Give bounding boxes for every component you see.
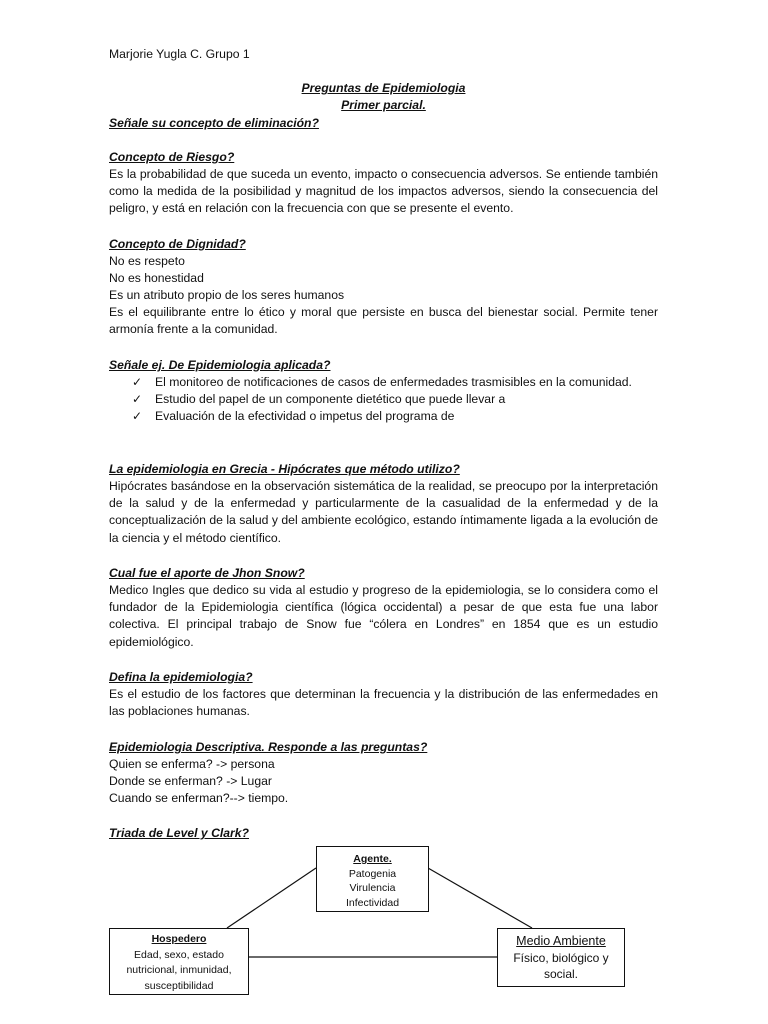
list-item-text: Estudio del papel de un componente dietético que puede llevar a <box>155 392 506 407</box>
document-title: Preguntas de Epidemiologia <box>301 81 466 95</box>
descriptiva-line: Cuando se enferman?--> tiempo. <box>109 791 289 805</box>
question-eliminacion: Señale su concepto de eliminación? <box>109 116 319 130</box>
medio-ambiente-line: social. <box>543 967 578 981</box>
hospedero-line: susceptibilidad <box>144 979 214 992</box>
document-subtitle: Primer parcial. <box>341 98 426 112</box>
question-defina: Defina la epidemiologia? <box>109 670 253 684</box>
medio-ambiente-title: Medio Ambiente <box>516 934 606 948</box>
list-item-text: El monitoreo de notificaciones de casos de enfermedades trasmisibles en la comunidad. <box>155 375 632 389</box>
question-grecia: La epidemiologia en Grecia - Hipócrates que método utilizo? <box>109 462 460 476</box>
hospedero-box <box>109 928 249 995</box>
dignidad-line: No es honestidad <box>109 271 204 285</box>
hospedero-title: Hospedero <box>151 933 207 945</box>
checkmark-icon: ✓ <box>132 375 143 389</box>
hospedero-line: nutricional, inmunidad, <box>126 964 232 976</box>
agente-line: Infectividad <box>345 896 400 909</box>
descriptiva-line: Quien se enferma? -> persona <box>109 757 275 771</box>
answer-defina: Es el estudio de los factores que determinan la frecuencia y la distribución de las enfermedades en las poblaciones humanas. <box>109 687 658 719</box>
answer-snow: Medico Ingles que dedico su vida al estudio y progreso de la epidemiologia, se lo considera como el fundador de la Epidemiologia científica (lógica occidental) a pesar de que esta fue una labor colectiva. El principal trabajo de Snow fue “cólera en Londres” en 1854 que es un estudio epidemiológico. <box>109 583 658 649</box>
question-triada: Triada de Level y Clark? <box>109 826 249 840</box>
question-descriptiva: Epidemiologia Descriptiva. Responde a las preguntas? <box>109 740 428 754</box>
connector-agente-medio <box>428 868 532 928</box>
question-dignidad: Concepto de Dignidad? <box>109 237 246 251</box>
agente-title: Agente. <box>353 853 392 865</box>
connector-agente-hospedero <box>227 868 316 928</box>
question-riesgo: Concepto de Riesgo? <box>109 150 235 164</box>
medio-ambiente-box <box>497 928 625 987</box>
dignidad-line: No es respeto <box>109 254 185 268</box>
checkmark-icon: ✓ <box>132 409 143 424</box>
answer-dignidad: Es el equilibrante entre lo ético y moral que persiste en busca del bienestar social. Permite tener armonía frente a la comunidad. <box>109 305 658 337</box>
agente-box <box>316 846 429 912</box>
agente-line: Patogenia <box>348 867 397 880</box>
question-aplicada: Señale ej. De Epidemiologia aplicada? <box>109 358 331 372</box>
list-item-text: Evaluación de la efectividad o impetus del programa de <box>155 409 455 424</box>
hospedero-line: Edad, sexo, estado <box>134 948 224 961</box>
agente-line: Virulencia <box>349 882 396 894</box>
author-line: Marjorie Yugla C. Grupo 1 <box>109 47 250 61</box>
medio-ambiente-line: Físico, biológico y <box>513 950 609 965</box>
dignidad-line: Es un atributo propio de los seres humanos <box>109 288 345 302</box>
answer-riesgo: Es la probabilidad de que suceda un evento, impacto o consecuencia adversos. Se entiende también como la medida de la posibilidad y magnitud de los impactos adversos, siendo la consecuencia del peligro, y está en relación con la frecuencia con que se presente el evento. <box>109 167 658 216</box>
descriptiva-line: Donde se enferman? -> Lugar <box>109 774 272 788</box>
answer-grecia: Hipócrates basándose en la observación sistemática de la realidad, se preocupo por la interpretación de la salud y de la enfermedad y particularmente de la casualidad de la enfermedad y de la conceptualización de la salud y del ambiente ecológico, estando íntimamente ligada a la evolución de la ciencia y el método científico. <box>109 479 658 545</box>
checkmark-icon: ✓ <box>132 392 143 407</box>
question-snow: Cual fue el aporte de Jhon Snow? <box>109 566 305 580</box>
